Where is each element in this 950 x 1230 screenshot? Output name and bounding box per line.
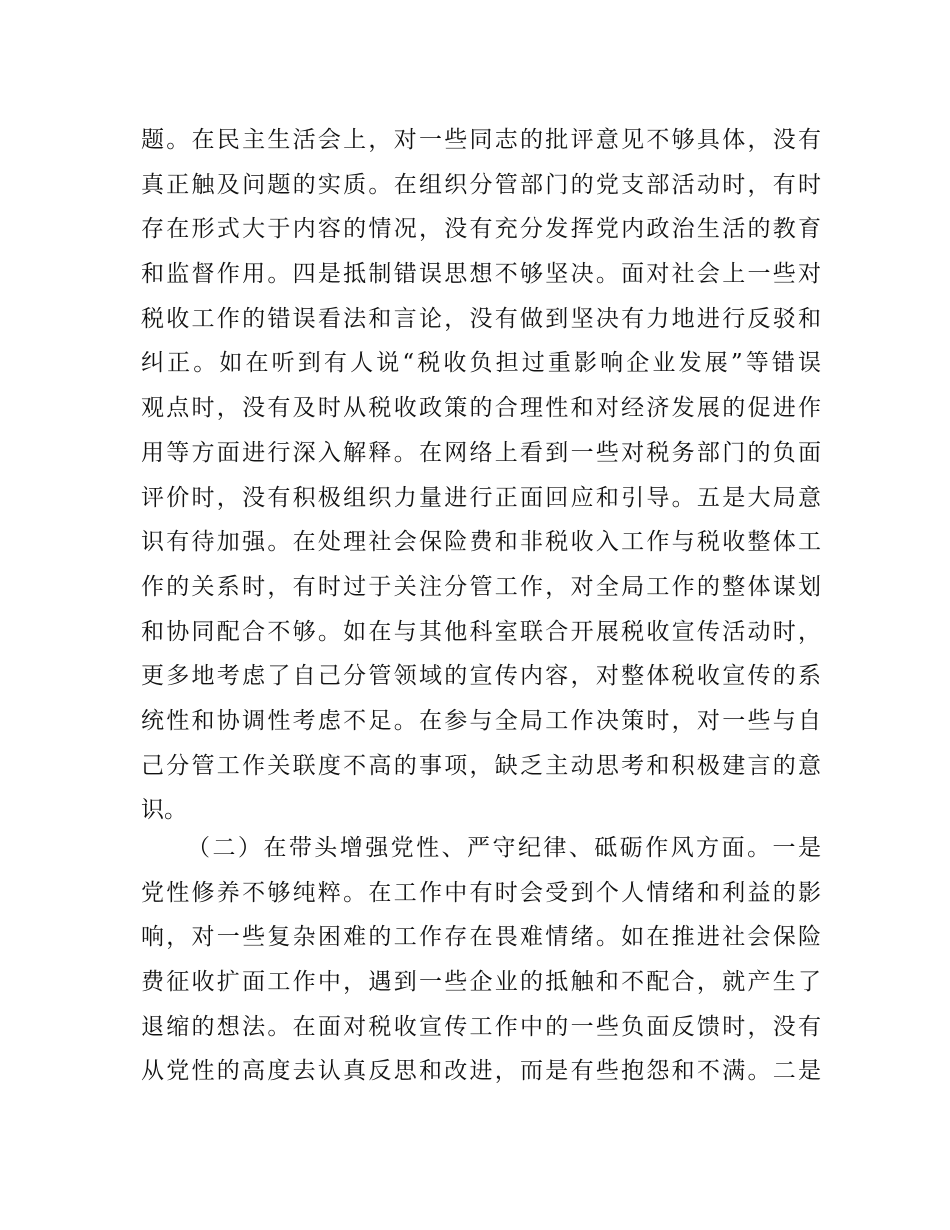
text-line: 纠正。如在听到有人说“税收负担过重影响企业发展”等错误 [141, 350, 821, 377]
text-line: 题。在民主生活会上，对一些同志的批评意见不够具体，没有 [141, 127, 821, 153]
text-line: 退缩的想法。在面对税收宣传工作中的一些负面反馈时，没有 [141, 1013, 821, 1040]
text-line: 税收工作的错误看法和言论，没有做到坚决有力地进行反驳和 [141, 305, 821, 332]
text-line: 用等方面进行深入解释。在网络上看到一些对税务部门的负面 [141, 439, 821, 466]
text-line: 和监督作用。四是抵制错误思想不够坚决。面对社会上一些对 [141, 261, 821, 288]
text-line: 评价时，没有积极组织力量进行正面回应和引导。五是大局意 [141, 484, 821, 511]
text-line: 识。 [141, 797, 187, 824]
text-line: 己分管工作关联度不高的事项，缺乏主动思考和积极建言的意 [141, 752, 821, 779]
text-line: 识有待加强。在处理社会保险费和非税收入工作与税收整体工 [141, 529, 821, 556]
text-line: 观点时，没有及时从税收政策的合理性和对经济发展的促进作 [141, 395, 821, 422]
text-line: 真正触及问题的实质。在组织分管部门的党支部活动时，有时 [141, 171, 821, 198]
paragraph-2 [141, 826, 821, 1094]
text-line: 更多地考虑了自己分管领域的宣传内容，对整体税收宣传的系 [141, 663, 821, 690]
text-line: 从党性的高度去认真反思和改进，而是有些抱怨和不满。二是 [141, 1058, 821, 1085]
text-line: 和协同配合不够。如在与其他科室联合开展税收宣传活动时， [141, 618, 821, 645]
text-line: 作的关系时，有时过于关注分管工作，对全局工作的整体谋划 [141, 573, 821, 600]
text-line: 统性和协调性考虑不足。在参与全局工作决策时，对一些与自 [141, 707, 821, 734]
text-line: 响，对一些复杂困难的工作存在畏难情绪。如在推进社会保险 [141, 924, 821, 951]
text-line: 党性修养不够纯粹。在工作中有时会受到个人情绪和利益的影 [141, 879, 821, 906]
text-line: 费征收扩面工作中，遇到一些企业的抵触和不配合，就产生了 [141, 969, 821, 996]
text-line: 存在形式大于内容的情况，没有充分发挥党内政治生活的教育 [141, 216, 821, 243]
section-heading-line: （二）在带头增强党性、严守纪律、砥砺作风方面。一是 [187, 835, 821, 861]
paragraph-1 [141, 118, 821, 833]
